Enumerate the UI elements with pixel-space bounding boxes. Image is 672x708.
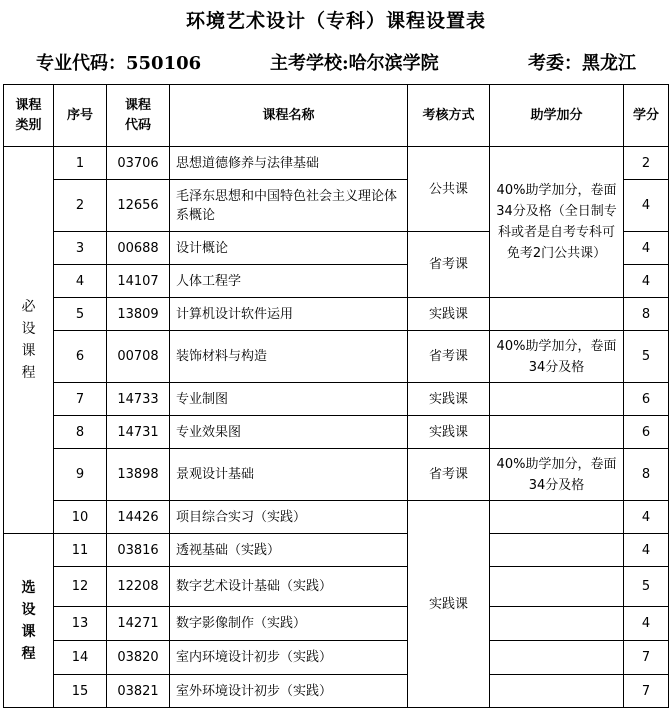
row-code: 00688: [107, 232, 170, 265]
bonus-empty: [490, 607, 624, 641]
course-table: [3, 84, 669, 708]
row-name: 景观设计基础: [170, 449, 408, 501]
row-seq: 11: [54, 534, 107, 567]
row-code: 12208: [107, 567, 170, 607]
row-credit: 2: [624, 147, 669, 180]
exam-provincial: 省考课: [408, 232, 490, 298]
row-code: 14271: [107, 607, 170, 641]
row-name: 思想道德修养与法律基础: [170, 147, 408, 180]
bonus-empty: [490, 383, 624, 416]
bonus-empty: [490, 416, 624, 449]
table-row: [4, 416, 669, 449]
row-seq: 6: [54, 331, 107, 383]
row-credit: 4: [624, 607, 669, 641]
row-credit: 8: [624, 449, 669, 501]
header-seq: 序号: [54, 85, 107, 147]
row-seq: 14: [54, 641, 107, 675]
row-code: 03706: [107, 147, 170, 180]
row-code: 14731: [107, 416, 170, 449]
row-credit: 4: [624, 501, 669, 534]
table-row: [4, 567, 669, 607]
row-name: 人体工程学: [170, 265, 408, 298]
exam-practice: 实践课: [408, 416, 490, 449]
exam-provincial: 省考课: [408, 449, 490, 501]
header-bonus: 助学加分: [490, 85, 624, 147]
row-credit: 8: [624, 298, 669, 331]
row-name: 透视基础（实践）: [170, 534, 408, 567]
header-name: 课程名称: [170, 85, 408, 147]
bonus-standard: 40%助学加分，卷面34分及格: [490, 449, 624, 501]
row-seq: 1: [54, 147, 107, 180]
row-name: 专业效果图: [170, 416, 408, 449]
row-code: 14426: [107, 501, 170, 534]
exam-provincial: 省考课: [408, 331, 490, 383]
header-category: 课程类别: [4, 85, 54, 147]
table-row: [4, 383, 669, 416]
table-row: [4, 501, 669, 534]
row-code: 14107: [107, 265, 170, 298]
row-seq: 7: [54, 383, 107, 416]
row-name: 数字艺术设计基础（实践）: [170, 567, 408, 607]
row-name: 专业制图: [170, 383, 408, 416]
exam-practice: 实践课: [408, 298, 490, 331]
row-name: 毛泽东思想和中国特色社会主义理论体系概论: [170, 180, 408, 232]
row-name: 数字影像制作（实践）: [170, 607, 408, 641]
table-row: [4, 147, 669, 180]
header-code: 课程代码: [107, 85, 170, 147]
row-code: 13809: [107, 298, 170, 331]
row-name: 计算机设计软件运用: [170, 298, 408, 331]
row-code: 03820: [107, 641, 170, 675]
page-title: 环境艺术设计（专科）课程设置表: [185, 10, 486, 32]
header-credit: 学分: [624, 85, 669, 147]
exam-public: 公共课: [408, 147, 490, 232]
bonus-public: 40%助学加分，卷面34分及格（全日制专科或者是自考专科可免考2门公共课）: [490, 147, 624, 298]
bonus-empty: [490, 534, 624, 567]
table-row: [4, 641, 669, 675]
row-seq: 5: [54, 298, 107, 331]
row-credit: 7: [624, 675, 669, 708]
row-seq: 13: [54, 607, 107, 641]
table-row: [4, 298, 669, 331]
row-credit: 6: [624, 416, 669, 449]
row-seq: 9: [54, 449, 107, 501]
host-school: 主考学校:哈尔滨学院: [270, 53, 439, 74]
table-row: [4, 331, 669, 383]
row-code: 03816: [107, 534, 170, 567]
category-required: 必设课程: [4, 147, 54, 534]
row-seq: 10: [54, 501, 107, 534]
row-name: 项目综合实习（实践）: [170, 501, 408, 534]
bonus-empty: [490, 501, 624, 534]
bonus-empty: [490, 641, 624, 675]
table-row: [4, 534, 669, 567]
table-row: [4, 449, 669, 501]
bonus-empty: [490, 675, 624, 708]
row-name: 室内环境设计初步（实践）: [170, 641, 408, 675]
major-code: 专业代码：550106: [36, 53, 202, 74]
table-row: [4, 675, 669, 708]
row-name: 装饰材料与构造: [170, 331, 408, 383]
row-seq: 3: [54, 232, 107, 265]
row-credit: 4: [624, 534, 669, 567]
exam-board: 考委：黑龙江: [528, 53, 636, 74]
row-code: 00708: [107, 331, 170, 383]
exam-practice: 实践课: [408, 501, 490, 708]
category-elective: 选设课程: [4, 534, 54, 708]
row-seq: 8: [54, 416, 107, 449]
bonus-empty: [490, 298, 624, 331]
row-credit: 5: [624, 331, 669, 383]
row-name: 室外环境设计初步（实践）: [170, 675, 408, 708]
row-code: 03821: [107, 675, 170, 708]
row-seq: 4: [54, 265, 107, 298]
bonus-standard: 40%助学加分，卷面34分及格: [490, 331, 624, 383]
bonus-empty: [490, 567, 624, 607]
header-exam: 考核方式: [408, 85, 490, 147]
row-code: 13898: [107, 449, 170, 501]
row-credit: 4: [624, 180, 669, 232]
row-name: 设计概论: [170, 232, 408, 265]
table-header-row: [4, 85, 669, 147]
row-credit: 5: [624, 567, 669, 607]
row-credit: 6: [624, 383, 669, 416]
row-code: 12656: [107, 180, 170, 232]
table-row: [4, 607, 669, 641]
row-credit: 4: [624, 232, 669, 265]
row-seq: 15: [54, 675, 107, 708]
row-seq: 12: [54, 567, 107, 607]
row-seq: 2: [54, 180, 107, 232]
row-credit: 4: [624, 265, 669, 298]
row-code: 14733: [107, 383, 170, 416]
row-credit: 7: [624, 641, 669, 675]
exam-practice: 实践课: [408, 383, 490, 416]
